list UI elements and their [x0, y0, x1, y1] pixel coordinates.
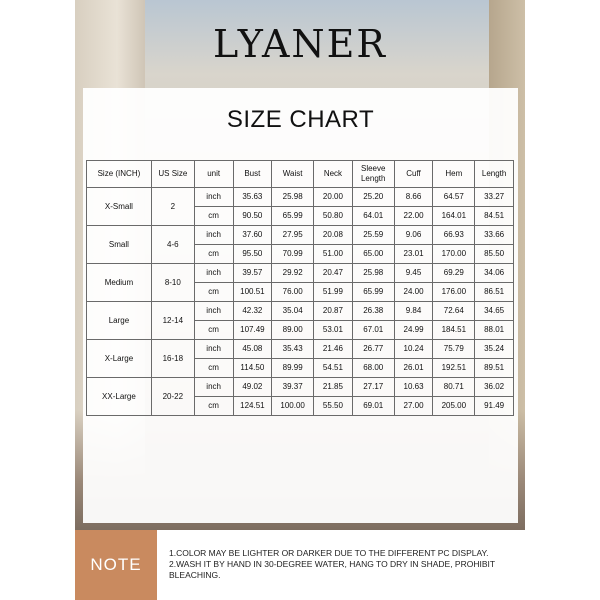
measurement-cell: 65.00 — [352, 245, 394, 264]
measurement-cell: 10.63 — [394, 378, 433, 397]
header-cuff: Cuff — [394, 161, 433, 188]
measurement-cell: 20.08 — [314, 226, 353, 245]
measurement-cell: 55.50 — [314, 397, 353, 416]
measurement-cell: 205.00 — [433, 397, 475, 416]
measurement-cell: 76.00 — [272, 283, 314, 302]
table-body — [87, 188, 514, 416]
measurement-cell: 49.02 — [233, 378, 272, 397]
measurement-cell: 27.95 — [272, 226, 314, 245]
table-row — [87, 188, 514, 207]
measurement-cell: 35.24 — [475, 340, 514, 359]
measurement-cell: 86.51 — [475, 283, 514, 302]
us-size-cell: 16-18 — [151, 340, 194, 378]
size-name-cell: Large — [87, 302, 152, 340]
measurement-cell: 69.29 — [433, 264, 475, 283]
measurement-cell: 27.17 — [352, 378, 394, 397]
size-name-cell: XX-Large — [87, 378, 152, 416]
measurement-cell: 100.00 — [272, 397, 314, 416]
note-line-2: 2.WASH IT BY HAND IN 30-DEGREE WATER, HANG TO DRY IN SHADE, PROHIBIT BLEACHING. — [169, 559, 495, 580]
us-size-cell: 20-22 — [151, 378, 194, 416]
measurement-cell: 66.93 — [433, 226, 475, 245]
measurement-cell: 20.87 — [314, 302, 353, 321]
measurement-cell: 26.01 — [394, 359, 433, 378]
table-row — [87, 378, 514, 397]
measurement-cell: 37.60 — [233, 226, 272, 245]
unit-cell: inch — [194, 226, 233, 245]
size-table — [86, 160, 514, 416]
measurement-cell: 90.50 — [233, 207, 272, 226]
measurement-cell: 54.51 — [314, 359, 353, 378]
measurement-cell: 114.50 — [233, 359, 272, 378]
measurement-cell: 164.01 — [433, 207, 475, 226]
measurement-cell: 100.51 — [233, 283, 272, 302]
unit-cell: inch — [194, 340, 233, 359]
size-name-cell: X-Large — [87, 340, 152, 378]
measurement-cell: 20.47 — [314, 264, 353, 283]
us-size-cell: 4-6 — [151, 226, 194, 264]
header-sleeve-length: Sleeve Length — [352, 161, 394, 188]
measurement-cell: 88.01 — [475, 321, 514, 340]
measurement-cell: 170.00 — [433, 245, 475, 264]
header-length: Length — [475, 161, 514, 188]
unit-cell: cm — [194, 283, 233, 302]
measurement-cell: 67.01 — [352, 321, 394, 340]
measurement-cell: 50.80 — [314, 207, 353, 226]
measurement-cell: 9.45 — [394, 264, 433, 283]
measurement-cell: 45.08 — [233, 340, 272, 359]
measurement-cell: 64.01 — [352, 207, 394, 226]
measurement-cell: 20.00 — [314, 188, 353, 207]
table-row — [87, 264, 514, 283]
measurement-cell: 72.64 — [433, 302, 475, 321]
measurement-cell: 26.77 — [352, 340, 394, 359]
measurement-cell: 25.20 — [352, 188, 394, 207]
size-name-cell: Small — [87, 226, 152, 264]
size-chart-panel — [83, 88, 518, 523]
measurement-cell: 75.79 — [433, 340, 475, 359]
measurement-cell: 10.24 — [394, 340, 433, 359]
measurement-cell: 42.32 — [233, 302, 272, 321]
measurement-cell: 8.66 — [394, 188, 433, 207]
measurement-cell: 26.38 — [352, 302, 394, 321]
size-name-cell: Medium — [87, 264, 152, 302]
note-label: NOTE — [75, 530, 157, 600]
unit-cell: inch — [194, 378, 233, 397]
measurement-cell: 69.01 — [352, 397, 394, 416]
measurement-cell: 36.02 — [475, 378, 514, 397]
measurement-cell: 89.00 — [272, 321, 314, 340]
header-size: Size (INCH) — [87, 161, 152, 188]
measurement-cell: 64.57 — [433, 188, 475, 207]
measurement-cell: 21.85 — [314, 378, 353, 397]
header-unit: unit — [194, 161, 233, 188]
measurement-cell: 84.51 — [475, 207, 514, 226]
measurement-cell: 35.43 — [272, 340, 314, 359]
measurement-cell: 89.99 — [272, 359, 314, 378]
measurement-cell: 25.59 — [352, 226, 394, 245]
measurement-cell: 23.01 — [394, 245, 433, 264]
size-chart-title: SIZE CHART — [226, 106, 375, 133]
us-size-cell: 8-10 — [151, 264, 194, 302]
measurement-cell: 25.98 — [272, 188, 314, 207]
measurement-cell: 33.66 — [475, 226, 514, 245]
measurement-cell: 89.51 — [475, 359, 514, 378]
measurement-cell: 24.99 — [394, 321, 433, 340]
measurement-cell: 9.06 — [394, 226, 433, 245]
measurement-cell: 39.37 — [272, 378, 314, 397]
measurement-cell: 34.06 — [475, 264, 514, 283]
measurement-cell: 51.00 — [314, 245, 353, 264]
measurement-cell: 35.63 — [233, 188, 272, 207]
measurement-cell: 39.57 — [233, 264, 272, 283]
measurement-cell: 29.92 — [272, 264, 314, 283]
size-name-cell: X-Small — [87, 188, 152, 226]
measurement-cell: 65.99 — [352, 283, 394, 302]
measurement-cell: 107.49 — [233, 321, 272, 340]
measurement-cell: 27.00 — [394, 397, 433, 416]
measurement-cell: 24.00 — [394, 283, 433, 302]
measurement-cell: 85.50 — [475, 245, 514, 264]
measurement-cell: 192.51 — [433, 359, 475, 378]
us-size-cell: 12-14 — [151, 302, 194, 340]
brand-logo: LYANER — [213, 22, 387, 66]
unit-cell: cm — [194, 359, 233, 378]
measurement-cell: 33.27 — [475, 188, 514, 207]
note-bar — [75, 530, 525, 600]
header-bust: Bust — [233, 161, 272, 188]
header-hem: Hem — [433, 161, 475, 188]
table-header-row — [87, 161, 514, 188]
measurement-cell: 124.51 — [233, 397, 272, 416]
measurement-cell: 68.00 — [352, 359, 394, 378]
us-size-cell: 2 — [151, 188, 194, 226]
measurement-cell: 176.00 — [433, 283, 475, 302]
measurement-cell: 184.51 — [433, 321, 475, 340]
note-line-1: 1.COLOR MAY BE LIGHTER OR DARKER DUE TO THE DIFFERENT PC DISPLAY. — [169, 548, 489, 558]
table-row — [87, 302, 514, 321]
header-neck: Neck — [314, 161, 353, 188]
note-text — [169, 548, 521, 581]
unit-cell: inch — [194, 302, 233, 321]
measurement-cell: 9.84 — [394, 302, 433, 321]
measurement-cell: 22.00 — [394, 207, 433, 226]
table-row — [87, 226, 514, 245]
measurement-cell: 70.99 — [272, 245, 314, 264]
measurement-cell: 21.46 — [314, 340, 353, 359]
table-row — [87, 340, 514, 359]
unit-cell: inch — [194, 188, 233, 207]
measurement-cell: 95.50 — [233, 245, 272, 264]
measurement-cell: 80.71 — [433, 378, 475, 397]
header-us-size: US Size — [151, 161, 194, 188]
header-waist: Waist — [272, 161, 314, 188]
measurement-cell: 53.01 — [314, 321, 353, 340]
unit-cell: cm — [194, 321, 233, 340]
measurement-cell: 25.98 — [352, 264, 394, 283]
unit-cell: cm — [194, 245, 233, 264]
measurement-cell: 34.65 — [475, 302, 514, 321]
unit-cell: inch — [194, 264, 233, 283]
measurement-cell: 91.49 — [475, 397, 514, 416]
unit-cell: cm — [194, 397, 233, 416]
measurement-cell: 35.04 — [272, 302, 314, 321]
measurement-cell: 51.99 — [314, 283, 353, 302]
measurement-cell: 65.99 — [272, 207, 314, 226]
unit-cell: cm — [194, 207, 233, 226]
